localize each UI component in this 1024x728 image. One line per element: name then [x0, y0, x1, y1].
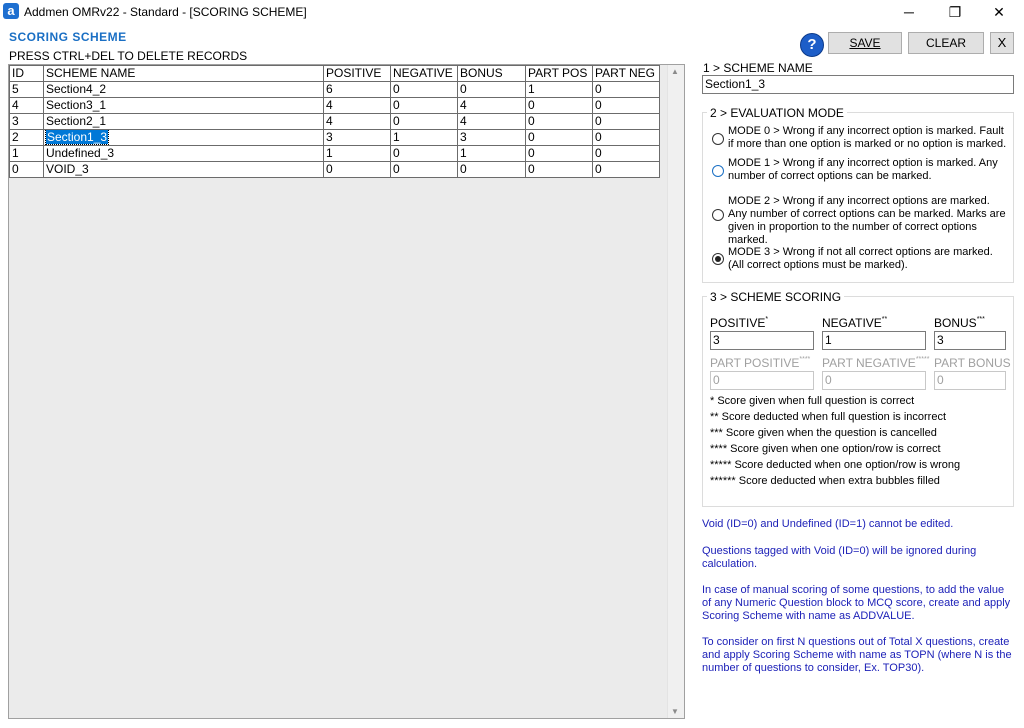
- app-logo-icon: a: [3, 3, 19, 19]
- table-cell[interactable]: 0: [526, 130, 593, 146]
- table-cell[interactable]: 0: [458, 162, 526, 178]
- help-icon[interactable]: ?: [800, 33, 824, 57]
- info-text: To consider on first N questions out of Total X questions, create and apply Scoring Scheme with name as TOPN (where N is the number of questions to consider, Ex. TOP30).: [702, 636, 1012, 674]
- table-cell[interactable]: Section3_1: [44, 98, 324, 114]
- scheme-scoring-title: 3 > SCHEME SCORING: [707, 290, 844, 304]
- table-cell[interactable]: 0: [593, 130, 660, 146]
- table-cell[interactable]: 4: [324, 98, 391, 114]
- mode-0-radio[interactable]: [712, 133, 724, 145]
- table-cell[interactable]: 0: [593, 146, 660, 162]
- table-cell[interactable]: Undefined_3: [44, 146, 324, 162]
- window-title: Addmen OMRv22 - Standard - [SCORING SCHEME]: [24, 5, 307, 19]
- scroll-up-icon[interactable]: ▲: [671, 67, 679, 76]
- table-cell[interactable]: Section2_1: [44, 114, 324, 130]
- table-cell[interactable]: 0: [593, 162, 660, 178]
- column-header[interactable]: PART NEG: [593, 66, 660, 82]
- table-cell[interactable]: 0: [526, 98, 593, 114]
- table-row[interactable]: [10, 130, 660, 146]
- column-header[interactable]: BONUS: [458, 66, 526, 82]
- info-text: Questions tagged with Void (ID=0) will be ignored during calculation.: [702, 545, 977, 570]
- clear-button[interactable]: CLEAR: [908, 32, 984, 54]
- column-header[interactable]: NEGATIVE: [391, 66, 458, 82]
- table-cell[interactable]: 0: [391, 162, 458, 178]
- column-header[interactable]: POSITIVE: [324, 66, 391, 82]
- scoring-note: * Score given when full question is correct: [710, 395, 915, 407]
- table-cell[interactable]: 2: [10, 130, 44, 146]
- table-cell[interactable]: 0: [391, 98, 458, 114]
- table-cell[interactable]: 3: [10, 114, 44, 130]
- negative-label: [822, 316, 887, 330]
- part-bonus-label: PART BONUS: [934, 356, 1011, 370]
- table-row[interactable]: [10, 162, 660, 178]
- close-panel-button[interactable]: X: [990, 32, 1014, 54]
- mode-2-text: MODE 2 > Wrong if any incorrect options are marked. Any number of correct options can be marked. Marks are given in proportion to the number of correct options marked.: [728, 195, 1006, 246]
- radio-selected-dot: [715, 256, 721, 262]
- part-negative-input[interactable]: 0: [822, 371, 926, 390]
- column-header[interactable]: ID: [10, 66, 44, 82]
- mode-0-text: MODE 0 > Wrong if any incorrect option is marked. Fault if more than one option is marked or no option is marked.: [728, 125, 1007, 150]
- table-cell[interactable]: 6: [324, 82, 391, 98]
- scoring-note: ***** Score deducted when one option/row is wrong: [710, 459, 961, 471]
- negative-mark: **: [881, 316, 888, 323]
- part-negative-label: [822, 356, 929, 370]
- bonus-label: [934, 316, 985, 330]
- scheme-grid[interactable]: [8, 64, 685, 719]
- table-cell[interactable]: 4: [458, 114, 526, 130]
- mode-3-text: MODE 3 > Wrong if not all correct options are marked. (All correct options must be marked).: [728, 246, 993, 271]
- bonus-label-text: BONUS: [934, 316, 977, 330]
- part-bonus-input[interactable]: 0: [934, 371, 1006, 390]
- part-positive-mark: ****: [799, 356, 811, 363]
- table-header-row: [10, 66, 660, 82]
- table-cell[interactable]: 1: [391, 130, 458, 146]
- table-cell[interactable]: 3: [324, 130, 391, 146]
- scoring-note: ****** Score deducted when extra bubbles filled: [710, 475, 940, 487]
- table-cell[interactable]: 0: [324, 162, 391, 178]
- delete-hint-text: PRESS CTRL+DEL TO DELETE RECORDS: [9, 49, 248, 63]
- mode-1-text: MODE 1 > Wrong if any incorrect option is marked. Any number of correct options can be marked.: [728, 157, 998, 182]
- minimize-button[interactable]: ─: [904, 4, 914, 20]
- table-cell[interactable]: 0: [391, 146, 458, 162]
- column-header[interactable]: PART POS: [526, 66, 593, 82]
- negative-label-text: NEGATIVE: [822, 316, 882, 330]
- bonus-mark: ***: [976, 316, 985, 323]
- table-cell[interactable]: 1: [324, 146, 391, 162]
- table-cell[interactable]: 0: [391, 82, 458, 98]
- scoring-note: *** Score given when the question is cancelled: [710, 427, 937, 439]
- table-cell[interactable]: 0: [391, 114, 458, 130]
- table-cell[interactable]: 0: [458, 82, 526, 98]
- table-row[interactable]: [10, 114, 660, 130]
- selected-cell-text: Section1_3: [47, 130, 108, 144]
- table-row[interactable]: [10, 82, 660, 98]
- table-cell[interactable]: 0: [526, 146, 593, 162]
- table-cell[interactable]: 5: [10, 82, 44, 98]
- table-cell[interactable]: 1: [458, 146, 526, 162]
- table-cell[interactable]: 0: [593, 82, 660, 98]
- part-positive-label: [710, 356, 810, 370]
- table-cell[interactable]: 4: [324, 114, 391, 130]
- part-negative-mark: *****: [915, 356, 930, 363]
- save-button-label: SAVE: [849, 36, 881, 50]
- part-positive-input[interactable]: 0: [710, 371, 814, 390]
- mode-1-radio[interactable]: [712, 165, 724, 177]
- table-cell[interactable]: 0: [526, 114, 593, 130]
- scheme-name-label: 1 > SCHEME NAME: [703, 61, 813, 75]
- table-cell[interactable]: 3: [458, 130, 526, 146]
- positive-mark: *: [765, 316, 769, 323]
- info-text: In case of manual scoring of some questions, to add the value of any Numeric Question block to MCQ score, create and apply Scoring Scheme with name as ADDVALUE.: [702, 584, 1011, 622]
- save-button[interactable]: [828, 32, 902, 54]
- table-cell[interactable]: 1: [526, 82, 593, 98]
- mode-3-radio[interactable]: [712, 253, 724, 265]
- table-cell[interactable]: 0: [526, 162, 593, 178]
- scoring-note: **** Score given when one option/row is correct: [710, 443, 941, 455]
- scoring-note: ** Score deducted when full question is incorrect: [710, 411, 947, 423]
- table-cell[interactable]: 1: [10, 146, 44, 162]
- negative-input[interactable]: 1: [822, 331, 926, 350]
- table-cell[interactable]: 4: [10, 98, 44, 114]
- table-row[interactable]: [10, 98, 660, 114]
- mode-2-radio[interactable]: [712, 209, 724, 221]
- evaluation-mode-title: 2 > EVALUATION MODE: [707, 106, 847, 120]
- part-negative-label-text: PART NEGATIVE: [822, 356, 916, 370]
- info-text: Void (ID=0) and Undefined (ID=1) cannot be edited.: [702, 518, 954, 530]
- scroll-down-icon[interactable]: ▼: [671, 707, 679, 716]
- table-cell[interactable]: 4: [458, 98, 526, 114]
- column-header[interactable]: SCHEME NAME: [44, 66, 324, 82]
- restore-button[interactable]: ❐: [948, 3, 962, 20]
- page-title: SCORING SCHEME: [9, 30, 127, 44]
- positive-label-text: POSITIVE: [710, 316, 766, 330]
- scheme-name-input[interactable]: Section1_3: [702, 75, 1014, 94]
- vertical-scrollbar[interactable]: [667, 65, 684, 718]
- window-close-button[interactable]: ✕: [993, 3, 1005, 20]
- positive-input[interactable]: 3: [710, 331, 814, 350]
- table-row[interactable]: [10, 146, 660, 162]
- part-positive-label-text: PART POSITIVE: [710, 356, 800, 370]
- positive-label: [710, 316, 768, 330]
- table-cell[interactable]: 0: [593, 114, 660, 130]
- table-cell[interactable]: VOID_3: [44, 162, 324, 178]
- table-cell[interactable]: [44, 130, 324, 146]
- table-cell[interactable]: 0: [10, 162, 44, 178]
- scheme-table: [9, 65, 660, 178]
- title-bar: [0, 0, 1024, 24]
- table-cell[interactable]: 0: [593, 98, 660, 114]
- bonus-input[interactable]: 3: [934, 331, 1006, 350]
- table-cell[interactable]: Section4_2: [44, 82, 324, 98]
